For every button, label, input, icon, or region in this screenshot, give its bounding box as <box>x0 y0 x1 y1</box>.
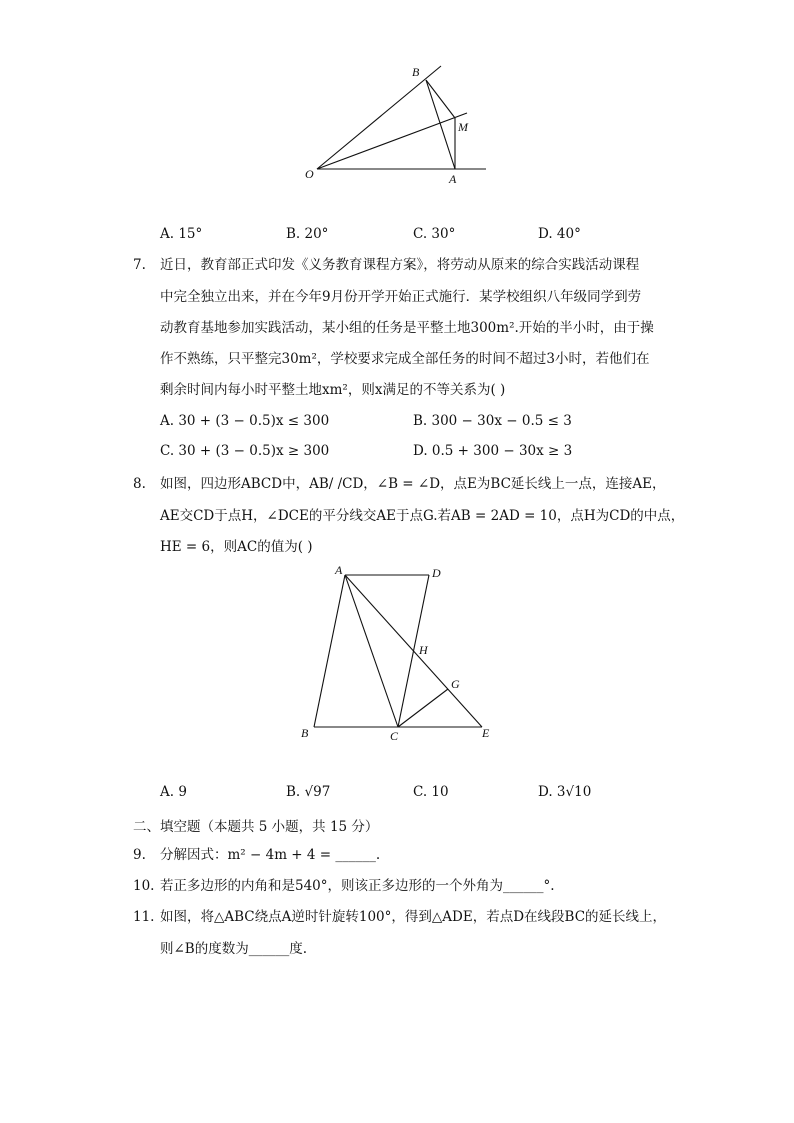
q11-line-2: 则∠B的度数为______度. <box>160 941 308 957</box>
q7-option-d: D. 0.5 + 300 − 30x ≥ 3 <box>413 443 573 459</box>
label-b: B <box>412 65 420 79</box>
segment-ba <box>426 80 455 169</box>
q8-option-c: C. 10 <box>413 784 449 800</box>
figure-quadrilateral-diagram <box>295 560 505 745</box>
q7-line-1: 近日，教育部正式印发《义务教育课程方案》，将劳动从原来的综合实践活动课程 <box>160 257 640 273</box>
q8-number: 8. <box>133 476 146 492</box>
q6-option-b: B. 20° <box>286 226 329 242</box>
section-title: 二、填空题（本题共 5 小题，共 15 分） <box>133 819 379 835</box>
q8-line-1: 如图，四边形ABCD中，AB/ /CD，∠B = ∠D，点E为BC延长线上一点，连接AE， <box>160 476 666 492</box>
segment-ae <box>345 575 482 727</box>
q10-text: 若正多边形的内角和是540°，则该正多边形的一个外角为______°. <box>160 878 555 894</box>
q7-number: 7. <box>133 257 146 273</box>
q9-text: 分解因式：m² − 4m + 4 = ______. <box>160 847 381 863</box>
q8-line-3: HE = 6，则AC的值为( ) <box>160 539 313 555</box>
label-b: B <box>301 726 309 740</box>
q6-option-d: D. 40° <box>538 226 581 242</box>
label-h: H <box>419 643 428 657</box>
segment-cg <box>398 689 448 727</box>
ray-om <box>317 113 467 169</box>
q7-option-a: A. 30 + (3 − 0.5)x ≤ 300 <box>160 413 330 429</box>
q8-option-b: B. √97 <box>286 784 331 800</box>
label-g: G <box>451 677 460 691</box>
q11-line-1: 如图，将△ABC绕点A逆时针旋转100°，得到△ADE，若点D在线段BC的延长线上， <box>160 909 667 925</box>
q6-option-a: A. 15° <box>160 226 203 242</box>
q7-line-2: 中完全独立出来，并在今年9月份开学开始正式施行．某学校组织八年级同学到劳 <box>160 289 642 305</box>
segment-ac <box>345 575 398 727</box>
q9-number: 9. <box>133 847 146 863</box>
ray-ob <box>317 66 441 169</box>
label-a: A <box>335 563 343 577</box>
q7-line-3: 动教育基地参加实践活动，某小组的任务是平整土地300m².开始的半小时，由于操 <box>160 320 654 336</box>
label-m: M <box>458 120 468 134</box>
figure-angle-diagram <box>295 58 505 188</box>
q7-option-c: C. 30 + (3 − 0.5)x ≥ 300 <box>160 443 330 459</box>
q7-option-b: B. 300 − 30x − 0.5 ≤ 3 <box>413 413 572 429</box>
q8-line-2: AE交CD于点H，∠DCE的平分线交AE于点G.若AB = 2AD = 10，点H为CD的中点， <box>160 508 685 524</box>
label-c: C <box>390 729 399 743</box>
q8-option-d: D. 3√10 <box>538 784 592 800</box>
q11-number: 11. <box>133 909 155 925</box>
segment-ab <box>314 575 345 727</box>
label-e: E <box>482 726 490 740</box>
q8-option-a: A. 9 <box>160 784 187 800</box>
label-d: D <box>432 566 441 580</box>
q10-number: 10. <box>133 878 155 894</box>
q6-option-c: C. 30° <box>413 226 456 242</box>
q7-line-4: 作不熟练，只平整完30m²，学校要求完成全部任务的时间不超过3小时，若他们在 <box>160 351 650 367</box>
label-a: A <box>449 172 457 186</box>
q7-line-5: 剩余时间内每小时平整土地xm²，则x满足的不等关系为( ) <box>160 382 506 398</box>
segment-bm <box>426 80 455 118</box>
label-o: O <box>305 167 314 181</box>
